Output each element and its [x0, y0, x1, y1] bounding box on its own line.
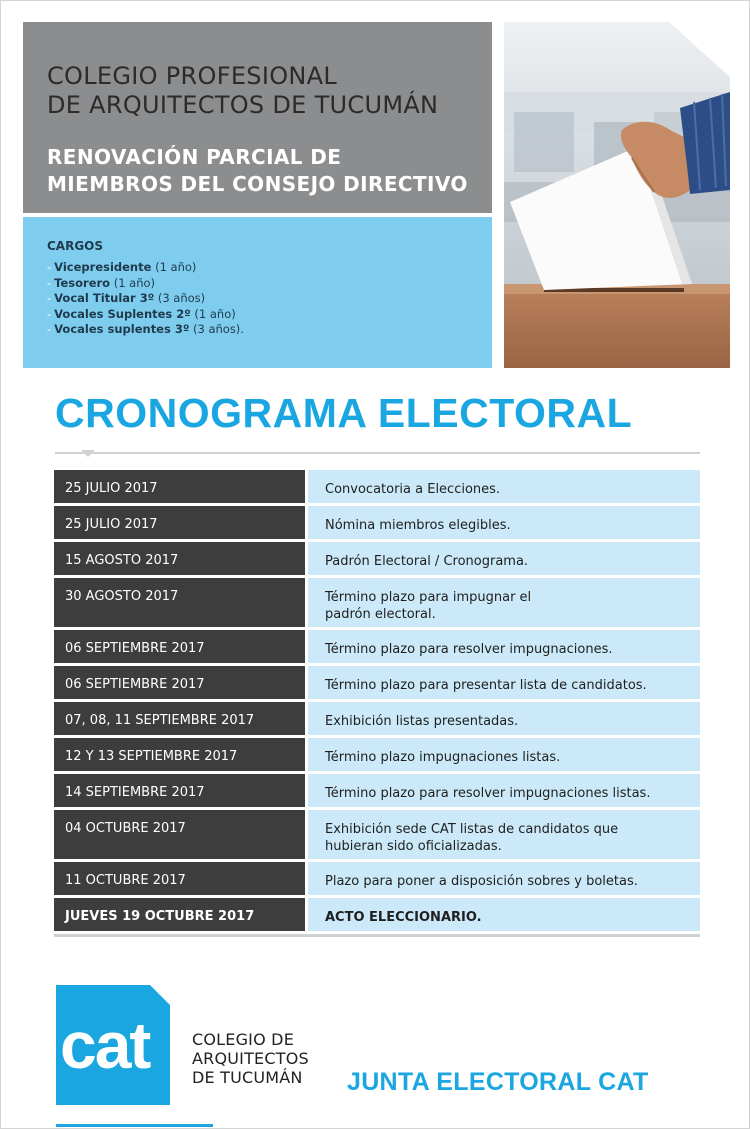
- schedule-date: 06 SEPTIEMBRE 2017: [54, 630, 305, 663]
- footer-underline: [56, 1124, 213, 1127]
- organization-name-line: COLEGIO DE: [192, 1030, 295, 1049]
- schedule-date: 25 JULIO 2017: [54, 470, 305, 503]
- schedule-date: 25 JULIO 2017: [54, 506, 305, 539]
- schedule-row: [54, 810, 700, 859]
- organization-name-line: DE TUCUMÁN: [192, 1068, 303, 1087]
- schedule-event: ACTO ELECCIONARIO.: [308, 898, 700, 931]
- schedule-row: [54, 774, 700, 807]
- schedule-date: 07, 08, 11 SEPTIEMBRE 2017: [54, 702, 305, 735]
- election-subtitle-line: MIEMBROS DEL CONSEJO DIRECTIVO: [47, 172, 468, 196]
- schedule-event: [308, 578, 700, 627]
- schedule-event-line: hubieran sido oficializadas.: [325, 839, 502, 854]
- title-divider-notch: [81, 450, 95, 457]
- cargos-panel: [23, 217, 492, 368]
- schedule-table: [54, 470, 700, 934]
- cat-logo-notch: [150, 985, 170, 1005]
- cargo-item: - Vicepresidente (1 año): [47, 260, 197, 274]
- schedule-event: Término plazo impugnaciones listas.: [308, 738, 700, 771]
- schedule-row: [54, 506, 700, 539]
- title-divider: [55, 452, 700, 454]
- cargo-item: - Vocal Titular 3º (3 años): [47, 291, 206, 305]
- schedule-date: 14 SEPTIEMBRE 2017: [54, 774, 305, 807]
- schedule-row-election-day: [54, 898, 700, 931]
- schedule-row: [54, 666, 700, 699]
- organization-title: [47, 62, 487, 120]
- schedule-row: [54, 702, 700, 735]
- schedule-row: [54, 578, 700, 627]
- organization-title-line: DE ARQUITECTOS DE TUCUMÁN: [47, 91, 439, 119]
- schedule-event-line: Término plazo para impugnar el: [325, 590, 532, 605]
- section-title: CRONOGRAMA ELECTORAL: [55, 390, 633, 436]
- schedule-date: 04 OCTUBRE 2017: [54, 810, 305, 859]
- schedule-event: Término plazo para resolver impugnaciones.: [308, 630, 700, 663]
- election-subtitle: [47, 144, 487, 198]
- schedule-row: [54, 738, 700, 771]
- cargos-heading: CARGOS: [47, 239, 104, 253]
- cat-logo-text: cat: [60, 1008, 150, 1082]
- cargo-item: - Vocales suplentes 3º (3 años).: [47, 322, 244, 336]
- schedule-event: [308, 810, 700, 859]
- schedule-event: Término plazo para presentar lista de candidatos.: [308, 666, 700, 699]
- schedule-event: Exhibición listas presentadas.: [308, 702, 700, 735]
- schedule-event: Convocatoria a Elecciones.: [308, 470, 700, 503]
- organization-title-line: COLEGIO PROFESIONAL: [47, 62, 338, 90]
- schedule-event-line: padrón electoral.: [325, 607, 436, 622]
- ballot-box-photo: [504, 22, 730, 368]
- schedule-row: [54, 862, 700, 895]
- table-bottom-rule: [54, 934, 700, 937]
- schedule-date: 06 SEPTIEMBRE 2017: [54, 666, 305, 699]
- schedule-date: JUEVES 19 OCTUBRE 2017: [54, 898, 305, 931]
- schedule-event-line: Exhibición sede CAT listas de candidatos que: [325, 822, 619, 837]
- schedule-row: [54, 470, 700, 503]
- schedule-date: 12 Y 13 SEPTIEMBRE 2017: [54, 738, 305, 771]
- organization-name: [192, 1030, 309, 1087]
- schedule-event: Nómina miembros elegibles.: [308, 506, 700, 539]
- schedule-event: Padrón Electoral / Cronograma.: [308, 542, 700, 575]
- schedule-row: [54, 630, 700, 663]
- election-subtitle-line: RENOVACIÓN PARCIAL DE: [47, 145, 342, 169]
- organization-name-line: ARQUITECTOS: [192, 1049, 309, 1068]
- cargos-list: [47, 260, 244, 338]
- schedule-date: 15 AGOSTO 2017: [54, 542, 305, 575]
- cargo-item: - Vocales Suplentes 2º (1 año): [47, 306, 236, 321]
- junta-electoral-label: JUNTA ELECTORAL CAT: [347, 1068, 649, 1096]
- cargo-item: - Tesorero (1 año): [47, 275, 156, 290]
- header-panel: [23, 22, 492, 213]
- schedule-date: 30 AGOSTO 2017: [54, 578, 305, 627]
- schedule-row: [54, 542, 700, 575]
- schedule-event: Término plazo para resolver impugnaciones listas.: [308, 774, 700, 807]
- schedule-event: Plazo para poner a disposición sobres y boletas.: [308, 862, 700, 895]
- schedule-date: 11 OCTUBRE 2017: [54, 862, 305, 895]
